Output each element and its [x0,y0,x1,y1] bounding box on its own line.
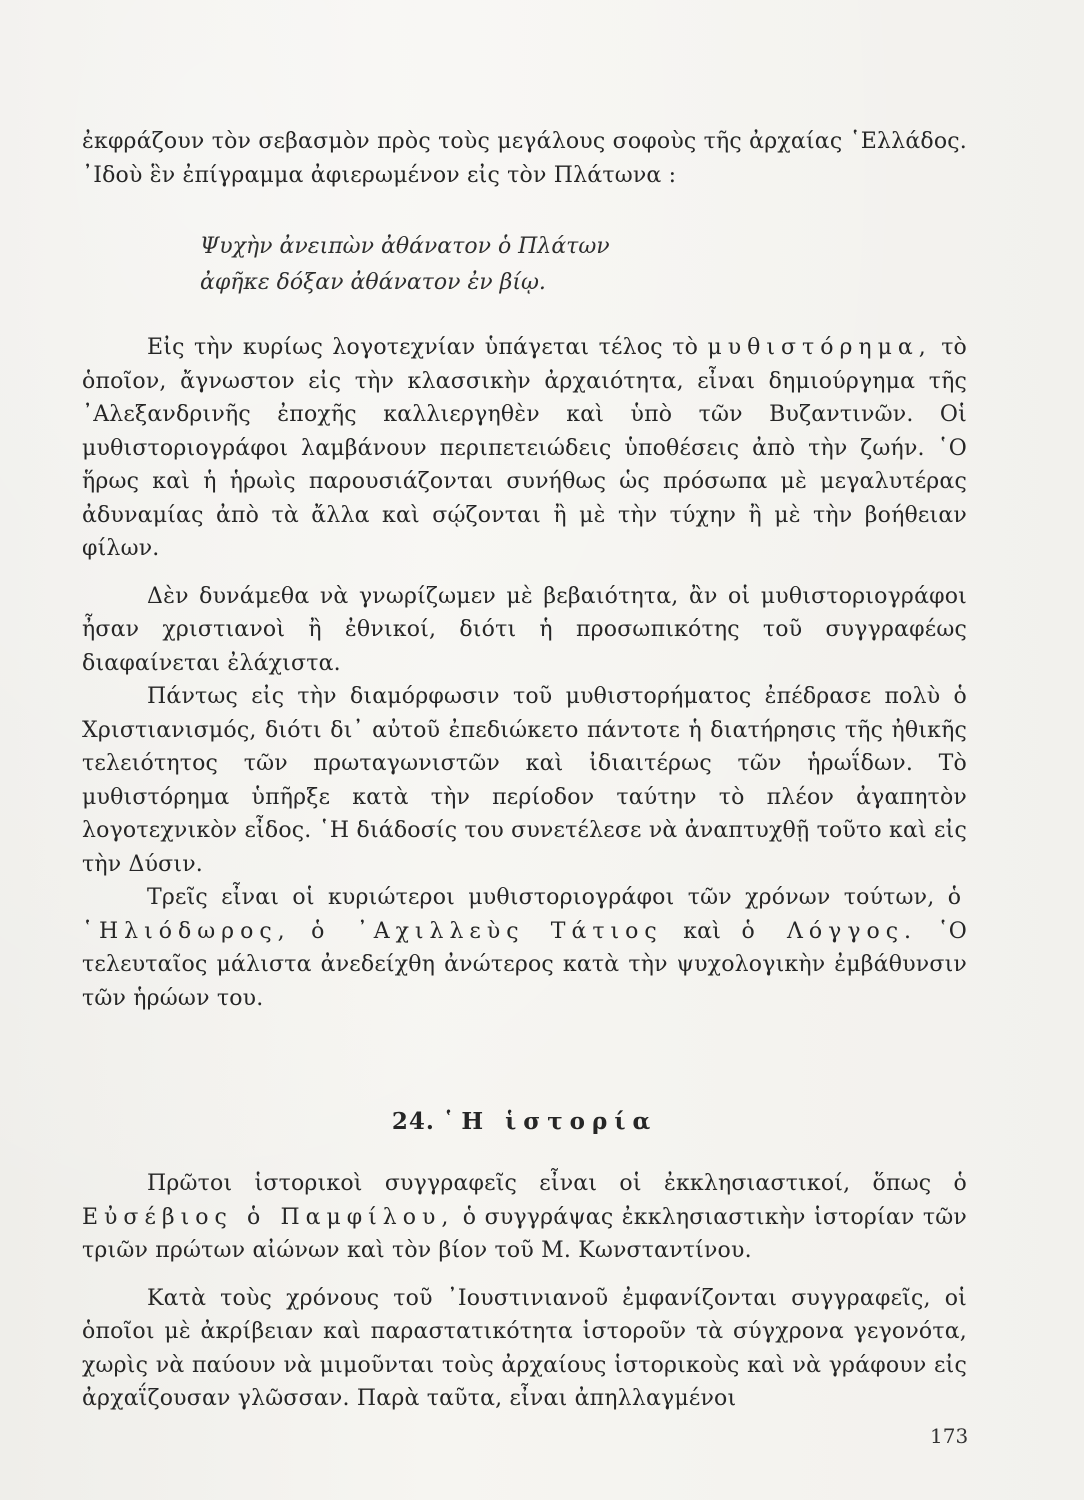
novelist-longus: ὁ Λόγγος. [741,918,918,944]
paragraph-church-historians [82,1167,967,1268]
novel-term-spaced: μυθιστόρημα, [707,335,932,360]
novelist-heliodorus: ὁ ῾Ηλιόδωρος, [82,885,967,944]
novelists-and: καὶ [683,918,722,944]
novelists-conclusion: ῾Ο τελευταῖος μάλιστα ἀνεδείχθη ἀνώτερος κατὰ τὴν ψυχολογικὴν ἐμβάθυνσιν τῶν ἡρώων του. [82,918,967,1011]
paragraph-novel [82,331,967,566]
novel-intro-text: Εἰς τὴν κυρίως λογοτεχνίαν ὑπάγεται τέλος τὸ [147,335,699,360]
history-section-body [82,1167,967,1416]
historian-eusebius: Εὐσέβιος ὁ Παμφίλου, [82,1204,455,1230]
page-number: 173 [930,1424,969,1448]
paragraph-authors-unknown: Δὲν δυνάμεθα νὰ γνωρίζωμεν μὲ βεβαιότητα, ἂν οἱ μυθιστοριογράφοι ἦσαν χριστιανοὶ ἢ ἐθνικοί, διότι ἡ προσωπικότης τοῦ συγγραφέως διαφαίνεται ἐλάχιστα. [82,583,967,676]
section-number: 24. [391,1108,435,1135]
novel-description: τὸ ὁποῖον, ἄγνωστον εἰς τὴν κλασσικὴν ἀρχαιότητα, εἶναι δημιούργημα τῆς ᾿Αλεξανδρινῆς ἐποχῆς καλλιεργηθὲν καὶ ὑπὸ τῶν Βυζαντινῶν. Οἱ μυθιστοριογράφοι λαμβάνουν περιπετειώδεις ὑποθέσεις ἀπὸ τὴν ζωήν. ῾Ο ἥρως καὶ ἡ ἡρωὶς παρουσιάζονται συνήθως ὡς πρόσωπα μὲ μεγαλυτέρας ἀδυναμίας ἀπὸ τὰ ἄλλα καὶ σῴζονται ἢ μὲ τὴν τύχην ἢ μὲ τὴν βοήθειαν φίλων. [82,335,968,561]
paragraph-justinian-era: Κατὰ τοὺς χρόνους τοῦ ᾿Ιουστινιανοῦ ἐμφανίζονται συγγραφεῖς, οἱ ὁποῖοι μὲ ἀκρίβειαν καὶ παραστατικότητα ἱστοροῦν τὰ σύγχρονα γεγονότα, χωρὶς νὰ παύουν νὰ μιμοῦνται τοὺς ἀρχαίους ἱστορικοὺς καὶ νὰ γράφουν εἰς ἀρχαΐζουσαν γλῶσσαν. Παρὰ ταῦτα, εἶναι ἀπηλλαγμένοι [82,1285,967,1411]
epigram-line-1: Ψυχὴν ἀνειπὼν ἀθάνατον ὁ Πλάτων [200,234,610,259]
epigram-line-2: ἀφῆκε δόξαν ἀθάνατον ἐν βίῳ. [200,270,546,295]
epigram [200,229,900,301]
novelist-achilles-tatius: ὁ ᾿Αχιλλεὺς Τάτιος [311,918,663,944]
historians-intro: Πρῶτοι ἱστορικοὶ συγγραφεῖς εἶναι οἱ ἐκκλησιαστικοί, ὅπως ὁ [147,1171,967,1196]
section-title: ῾Η ἱστορία [442,1108,658,1135]
novelists-intro: Τρεῖς εἶναι οἱ κυριώτεροι μυθιστοριογράφοι τῶν χρόνων τούτων, [147,885,935,910]
paragraph-christianity: Πάντως εἰς τὴν διαμόρφωσιν τοῦ μυθιστορήματος ἐπέδρασε πολὺ ὁ Χριστιανισμός, διότι δι᾿ αὐτοῦ ἐπεδιώκετο πάντοτε ἡ διατήρησις τῆς ἠθικῆς τελειότητος τῶν πρωταγωνιστῶν καὶ ἰδιαιτέρως τῶν ἡρωΐδων. Τὸ μυθιστόρημα ὑπῆρξε κατὰ τὴν περίοδον ταύτην τὸ πλέον ἀγαπητὸν λογοτεχνικὸν εἶδος. ῾Η διάδοσίς του συνετέλεσε νὰ ἀναπτυχθῇ τοῦτο καὶ εἰς τὴν Δύσιν. [82,684,967,877]
historians-rest: ὁ συγγράψας ἐκκλησιαστικὴν ἱστορίαν τῶν τριῶν πρώτων αἰώνων καὶ τὸν βίον τοῦ Μ. Κωνσταντίνου. [82,1204,967,1263]
page-body [82,125,967,192]
section-heading [82,1108,967,1135]
page-body-continued [82,331,967,1015]
paragraph-intro: ἐκφράζουν τὸν σεβασμὸν πρὸς τοὺς μεγάλους σοφοὺς τῆς ἀρχαίας ῾Ελλάδος. ᾿Ιδοὺ ἓν ἐπίγραμμα ἀφιερωμένον εἰς τὸν Πλάτωνα : [82,129,967,188]
paragraph-three-novelists [82,881,967,1015]
